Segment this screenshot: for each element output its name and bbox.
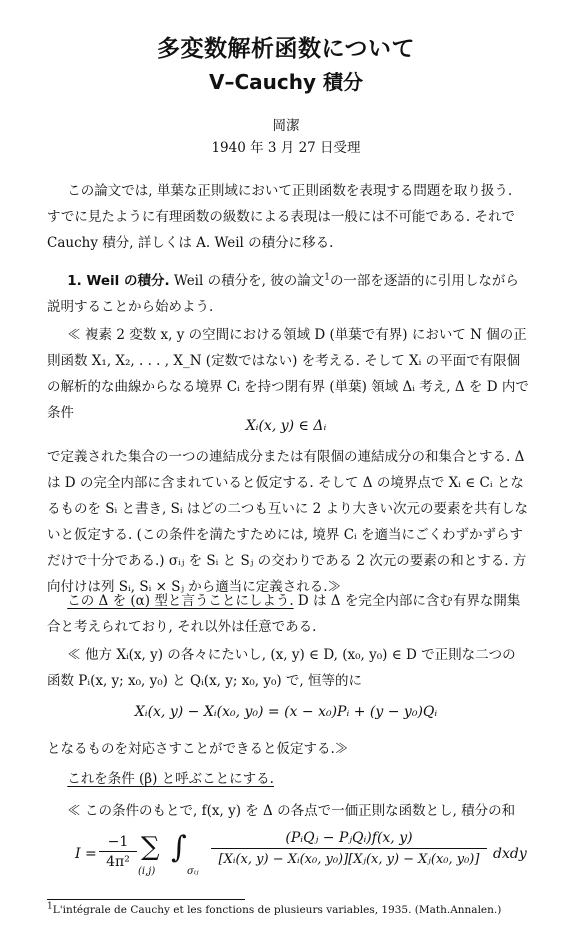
page-subtitle: V–Cauchy 積分: [209, 70, 363, 94]
integral-differential: dxdy: [493, 846, 527, 862]
footnote-ref: 1: [324, 272, 330, 283]
equation-identity: Xᵢ(x, y) − Xᵢ(x₀, y₀) = (x − x₀)Pᵢ + (y − y₀)Qᵢ: [134, 704, 438, 720]
alpha-underlined: この Δ を (α) 型と言うことにしよう.: [67, 593, 294, 609]
under-paragraph: ≪ この条件のもとで, f(x, y) を Δ の各点で一価正則な函数とし, 積分の和: [67, 803, 516, 819]
quote-paragraph: ≪ 複素 2 変数 x, y の空間における領域 D (単葉で有界) において N 個の正則函数 X₁, X₂, . . . , X_N (定数ではない) を考える. そして Xᵢ の平面で有限個の解析的な曲線からなる境界 Cᵢ を持つ閉有界 (単葉) 領域 Δᵢ 考え, Δ を D 内で条件: [47, 327, 529, 421]
integral-fraction: [211, 830, 487, 867]
beta-underlined: これを条件 (β) と呼ぶことにする.: [67, 771, 274, 787]
coefficient-numerator: −1: [99, 834, 137, 852]
section-paragraph: [47, 268, 529, 320]
author: 岡潔: [272, 118, 300, 134]
coefficient-denominator: 4π²: [106, 854, 130, 870]
weil-text-a: Weil の積分を, 彼の論文: [173, 273, 325, 289]
integral-symbol: ∫: [171, 830, 187, 865]
sum-subscript: (i,j): [138, 866, 156, 877]
alpha-paragraph: [47, 588, 529, 640]
integral-subscript: σᵢⱼ: [187, 866, 199, 877]
footnote-marker: 1: [47, 901, 53, 912]
other-paragraph: ≪ 他方 Xᵢ(x, y) の各々にたいし, (x, y) ∈ D, (x₀, y₀) ∈ D で正則な二つの函数 Pᵢ(x, y; x₀, y₀) と Qᵢ(x, y; x₀, y₀) で, 恒等的に: [47, 647, 516, 689]
footnote: [47, 901, 547, 916]
alpha-rest: D は Δ を完全内部に含む有界な開集合と考えられており, それ以外は任意である.: [47, 593, 521, 635]
weil-text-b: の一部を逐語的に引用しながら説明することから始めよう.: [47, 273, 519, 315]
integral-formula: [75, 826, 527, 886]
footnote-divider: [47, 899, 245, 900]
equation-condition: Xᵢ(x, y) ∈ Δᵢ: [245, 418, 327, 434]
integral-lhs: I =: [75, 846, 97, 862]
fraction-denominator: [Xᵢ(x, y) − Xᵢ(x₀, y₀)][Xⱼ(x, y) − Xⱼ(x₀, y₀)]: [218, 852, 480, 867]
page-title: 多変数解析函数について: [156, 36, 416, 62]
intro-paragraph: この論文では, 単葉な正則域において正則函数を表現する問題を取り扱う. すでに見たように有理函数の級数による表現は一般には不可能である. それで Cauchy 積分, 詳しくは A. Weil の積分に移る.: [47, 183, 515, 251]
fraction-numerator: (PᵢQⱼ − PⱼQᵢ)f(x, y): [211, 830, 487, 849]
received-date: 1940 年 3 月 27 日受理: [211, 140, 361, 156]
beta-paragraph: [47, 766, 529, 792]
assume-paragraph: となるものを対応さすことができると仮定する.≫: [47, 741, 349, 757]
footnote-text: L'intégrale de Cauchy et les fonctions de plusieurs variables, 1935. (Math.Annalen.): [52, 904, 502, 916]
sum-symbol: ∑: [141, 832, 160, 862]
definition-paragraph: で定義された集合の一つの連結成分または有限個の連結成分の和集合とする. Δ は D の完全内部に含まれていると仮定する. そして Δ の境界点で Xᵢ ∈ Cᵢ となるものを Sᵢ と書き, Sᵢ はどの二つも互いに 2 より大きい次元の要素を共有しないと仮定する. (この条件を満たすためには, 境界 Cᵢ を適当にごくわずかずらすだけで十分である.) σᵢⱼ を Sᵢ と Sⱼ の交わりである 2 次元の要素の和とする. 方向付けは列 Sᵢ, Sᵢ × Sⱼ から適当に定義される.≫: [47, 449, 529, 595]
integral-coefficient: [99, 834, 137, 870]
section-heading: 1. Weil の積分.: [67, 273, 170, 289]
